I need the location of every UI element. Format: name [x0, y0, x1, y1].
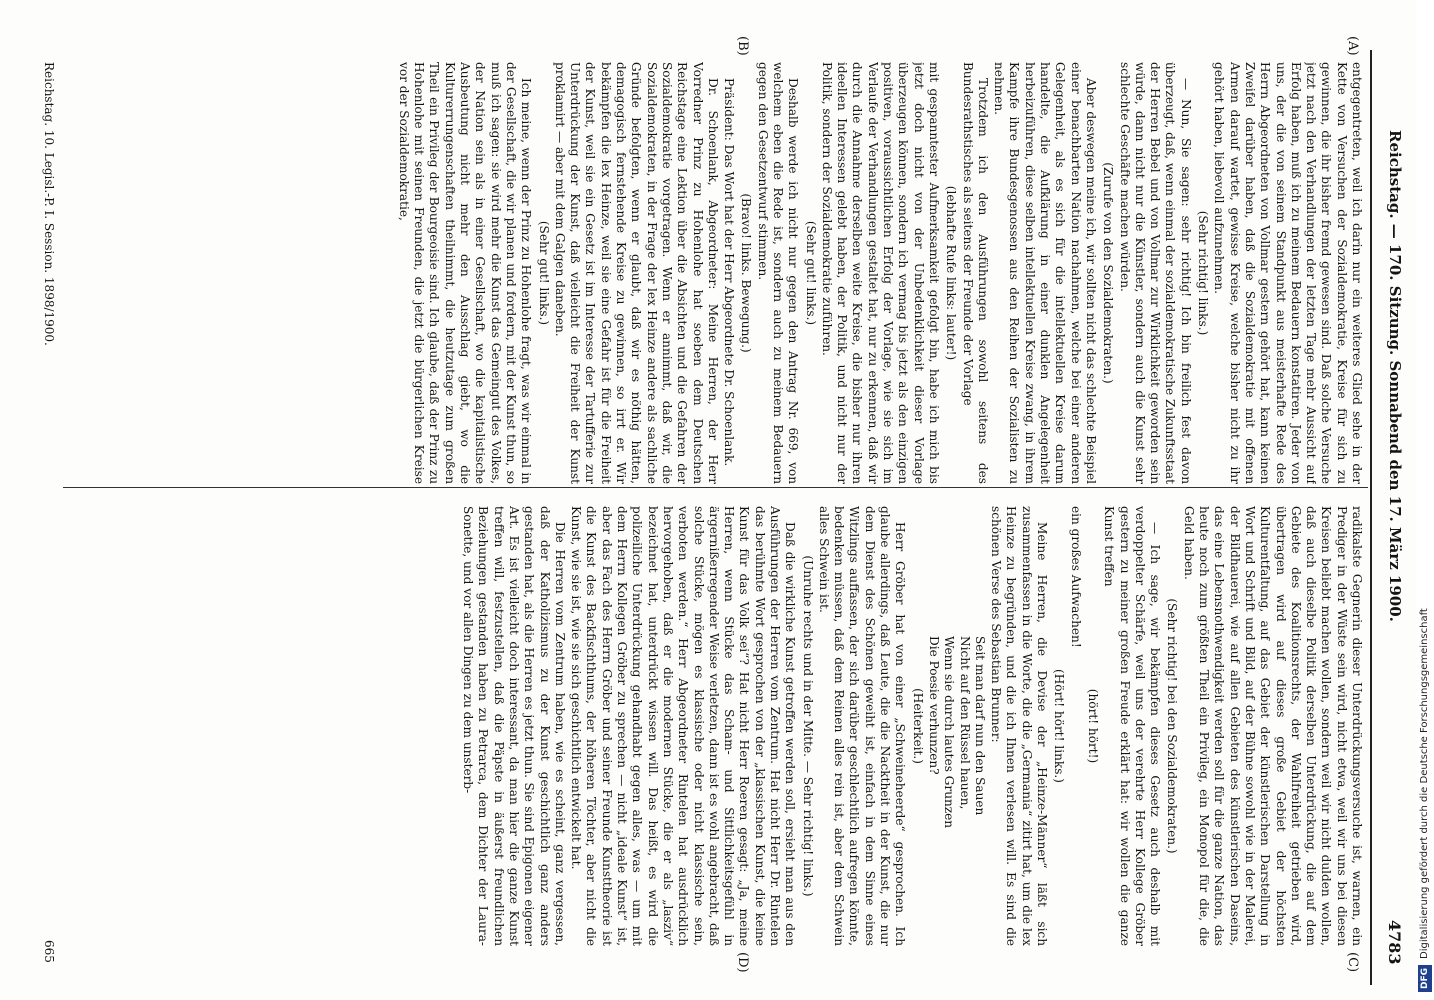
digitization-credit — [1416, 0, 1434, 1000]
paragraph: — Nun, Sie sagen: sehr richtig! Ich bin freilich fest davon überzeugt, daß, wenn einmal der sozialdemokratische Zukunftsstaat der Herren Bebel und von Vollmar zur Wirklichkeit geworden sein würde, dann nicht nur die Künstler, sondern auch die Kunst sehr schlechte Geschäfte machen würden. — [1117, 62, 1193, 484]
digitization-credit-strip — [1416, 0, 1434, 1000]
interjection: (Bravo! links. Bewegung.) — [739, 193, 754, 353]
interjection: (Sehr richtig! bei den Sozialdemokraten.) — [1165, 598, 1180, 854]
interjection: (Sehr gut! links.) — [803, 220, 818, 326]
speaker-paragraph: Dr. Schoenlank, Abgeordneter: Meine Herren, der Herr Vorredner Prinz zu Hohenlohe hat soeben dem Deutschen Reichstage eine Lektion über die Absichten und die Gefahren der Sozialdemokratie vorgetragen. Wenn er annimmt, daß wir, die Sozialdemokraten, in der Frage der lex Heinze andere als sachliche Gründe befolgten, wenn er glaubt, daß wir es nöthig hätten, demagogisch fernstehende Kreise zu gewinnen, so irrt er. Wir bekämpfen die lex Heinze, weil sie eine Gefahr ist für die Freiheit der Kunst, weil sie ein Gesetz ist im Interesse der Tartufferie zur Unterdrückung der Kunst, daß vielleicht die Freiheit der Kunst proklamirt — aber mit dem Galgen daneben. — [552, 62, 720, 484]
right-text-column — [64, 506, 1364, 946]
margin-mark-d: (D) — [735, 952, 750, 973]
speaker-paragraph: Präsident: Das Wort hat der Herr Abgeordnete Dr. Schoenlank. — [722, 78, 737, 467]
credit-text: Digitalisierung gefördert durch die Deutsche Forschungsgemeinschaft — [1419, 608, 1430, 959]
paragraph: Die Herren vom Zentrum haben, wie es scheint, ganz vergessen, daß der Katholizismus zu der Kunst geschichtlich ganz anders gestanden hat, als die Herren es jetzt thun. Sie sind Epigonen eigener Art. Es ist vielleicht doch interessant, da man hier die ganze Kunst treffen will, festzustellen, daß die Päpste in äußerst freundlichen Beziehungen gestanden haben zu Petrarca, dem Dichter der Laura-Sonette, und vor allen Dingen zu dem unsterb- — [461, 506, 567, 946]
dfg-logo: DFG — [1418, 965, 1432, 992]
paragraph: Daß die wirkliche Kunst getroffen werden soll, ersieht man aus den Ausführungen der Herren vom Zentrum. Hat nicht Herr Dr. Rintelen das berühmte Wort gesprochen von der „klassischen Kunst, die keine Kunst für das Volk sei“? Hat nicht Herr Roeren gesagt: „Ja, meine Herren, wenn Stücke das Scham- und Sittlichkeitsgefühl in ärgernißerregender Weise verletzen, dann ist es wohl angebracht, daß solche Stücke, mögen es klassische oder nicht klassische sein, verboten werden.“ Herr Abgeordneter Rintelen hat ausdrücklich hervorgehoben, daß er die modernen Stücke, die er als „lasziv“ bezeichnet hat, unterdrückt wissen will. Das heißt, es wird die polizeiliche Unterdrückung gehandhabt gegen alles, was — um mit dem Herrn Kollegen Gröber zu sprechen — nicht „ideale Kunst“ ist, aber das Fach des Herrn Gröber und seiner Freunde Kunsttheorie ist die Kunst des Backfischthums, der höheren Töchter, aber nicht die Kunst, wie sie ist, wie sie sich geschichtlich entwickelt hat. — [569, 506, 798, 946]
page-header-title: Reichstag. — 170. Sitzung. Sonnabend den 17. März 1900. — [1386, 130, 1404, 622]
interjection: (lebhafte Rufe links: lauter!) — [944, 185, 959, 361]
page-header-number: 4783 — [1385, 920, 1404, 965]
interjection: (Hört! hört! links.) — [1052, 669, 1067, 783]
paragraph: Trotzdem ich den Ausführungen sowohl seitens des Bundesrathstisches als seitens der Freunde der Vorlage — [960, 62, 990, 484]
verse-line: Die Poesie verhunzen? — [926, 636, 941, 775]
paragraph: Aber deswegen meine ich, wir sollten nicht das schlechte Beispiel einer benachbarten Nation nachahmen, welche bei einer anderen Gelegenheit, als es sich für die intellektuellen Kreise darum handelte, die Aufklärung in einer dunklen Angelegenheit herbeizuführen, diese selben intellektuellen Kreise zwang, in ihrem Kampfe ihre Bundesgenossen aus den Reihen der Sozialisten zu nehmen. — [992, 62, 1098, 484]
verse-line: Wenn sie durch lautes Grunzen — [942, 636, 957, 829]
margin-mark-b: (B) — [735, 36, 750, 56]
verse-line: Nicht auf den Rüssel hauen, — [957, 636, 972, 810]
left-text-column — [64, 62, 1364, 484]
verse-line: Seit man darf nun den Sauen — [972, 636, 987, 816]
paragraph: Deshalb werde ich nicht nur gegen den Antrag Nr. 669, von welchem eben die Rede ist, sondern auch zu meinem Bedauern gegen den Gesetzentwurf stimmen. — [755, 62, 801, 484]
interjection: (hört! hört!) — [1085, 688, 1100, 764]
column-divider — [63, 487, 1368, 488]
paragraph: entgegentreten, weil ich darin nur ein weiteres Glied sehe in der Kette von Versuchen der Sozialdemokratie, Kreise für sich zu gewinnen, die ihr bisher fremd gewesen sind. Daß solche Versuche jetzt nach den Verhandlungen der letzten Tage mehr Aussicht auf Erfolg haben, muß ich zu meinem Bedauern konstatiren. Jeder von uns, der die von seinem Standpunkt aus meisterhafte Rede des Herrn Abgeordneten von Vollmar gestern gehört hat, kann keinen Zweifel darüber haben, daß die Sozialdemokratie mit offenen Armen darauf wartet, gewisse Kreise, welche bisher nicht zu ihr gehört haben, liebevoll aufzunehmen. — [1212, 62, 1364, 484]
page-footer-number: 665 — [42, 940, 56, 963]
paragraph: Ich meine, wenn der Prinz zu Hohenlohe fragt, was wir einmal in der Gesellschaft, die wir planen und fordern, mit der Kunst thun, so muß ich sagen: sie wird mehr die Kunst das Gemeingut des Volkes, der Nation sein als in einer Gesellschaft, wo die kapitalistische Ausbeutung nicht mehr den Ausschlag giebt, wo die Kulturerrungenschaften theilnimmt, die heutzutage zum großen Theil ein Privileg der Bourgeoisie sind. Ich glaube, daß der Prinz zu Hohenlohe mit seinen Freunden, die jetzt die bürgerlichen Kreise vor der Sozialdemokratie, — [396, 62, 534, 484]
interjection: (Heiterkeit.) — [910, 688, 925, 764]
interjection: (Unruhe rechts und in der Mitte. — Sehr richtig! links.) — [800, 555, 815, 897]
paragraph: Herr Gröber hat von einer „Schweineheerde“ gesprochen. Ich glaube allerdings, daß Leute, die die Nacktheit in der Kunst, die nur dem Dienst des Schönen geweiht ist, einfach in dem Sinne eines Witzlings auffassen, der sich darüber geschlechtlich aufregen könnte, bedenken müssen, daß dem Reinen alles rein ist, aber dem Schwein alles Schwein ist. — [816, 506, 908, 946]
paragraph: ein großes Aufwachen! — [1068, 506, 1083, 648]
margin-mark-c: (C) — [1345, 952, 1360, 973]
margin-mark-a: (A) — [1345, 36, 1360, 56]
paragraph: Meine Herren, die Devise der „Heinze-Männer“ läßt sich zusammenfassen in die Worte, die die „Germania“ zitirt hat, um die lex Heinze zu begründen, und die ich Ihnen verlesen will. Es sind die schönen Verse des Sebastian Brunner: — [989, 506, 1050, 946]
interjection: (Sehr richtig! links.) — [1196, 210, 1211, 336]
paragraph: radikalste Gegnerin dieser Unterdrückungsversuche ist, warnen, ein Prediger in der Wüste sein wird, nicht etwa, weil wir uns bei diesen Kreisen beliebt machen wollen, sondern weil wir nicht dulden wollen, daß auch dieselbe Politik derselben Unterdrückung, die auf dem Gebiete des Koalitionsrechts, der Wahlfreiheit getrieben wird, übertragen wird auf dieses große Gebiet der höchsten Kulturentfaltung, auf das Gebiet der künstlerischen Darstellung in Wort und Schrift und Bild, auf der Bühne sowohl wie in der Malerei, der Bildhauerei, wie auf allen Gebieten des künstlerischen Daseins, das eine Lebensnothwendigkeit werden soll für die ganze Nation, das heute noch zum größten Theil ein Privileg, ein Monopol für die, die Geld haben. — [1181, 506, 1364, 946]
header-rule — [1370, 50, 1372, 985]
paragraph: mit gespanntester Aufmerksamkeit gefolgt bin, habe ich mich bis jetzt doch nicht von der Unbedenklichkeit dieser Vorlage überzeugen können, sondern ich vermag bis jetzt als den einzigen positiven, voraussichtlichen Erfolg der Vorlage, wie sie sich im Verlaufe der Verhandlungen gestaltet hat, nur zu erkennen, daß wir durch die Annahme derselben weite Kreise, die bisher nur ihren ideellen Interessen gelebt haben, der Politik, und nicht nur der Politik, sondern der Sozialdemokratie zuführen. — [819, 62, 941, 484]
interjection: (Sehr gut! links.) — [536, 220, 551, 326]
paragraph: — Ich sage, wir bekämpfen dieses Gesetz auch deshalb mit verdoppelter Schärfe, weil uns der verehrte Herr Kollege Gröber gestern zu meiner großen Freude erklärt hat: wir wollen die ganze Kunst treffen — [1102, 506, 1163, 946]
page-footer-session: Reichstag. 10. Legisl.-P. I. Session. 1898/1900. — [42, 62, 56, 346]
interjection: (Zurufe von den Sozialdemokraten.) — [1101, 162, 1116, 384]
